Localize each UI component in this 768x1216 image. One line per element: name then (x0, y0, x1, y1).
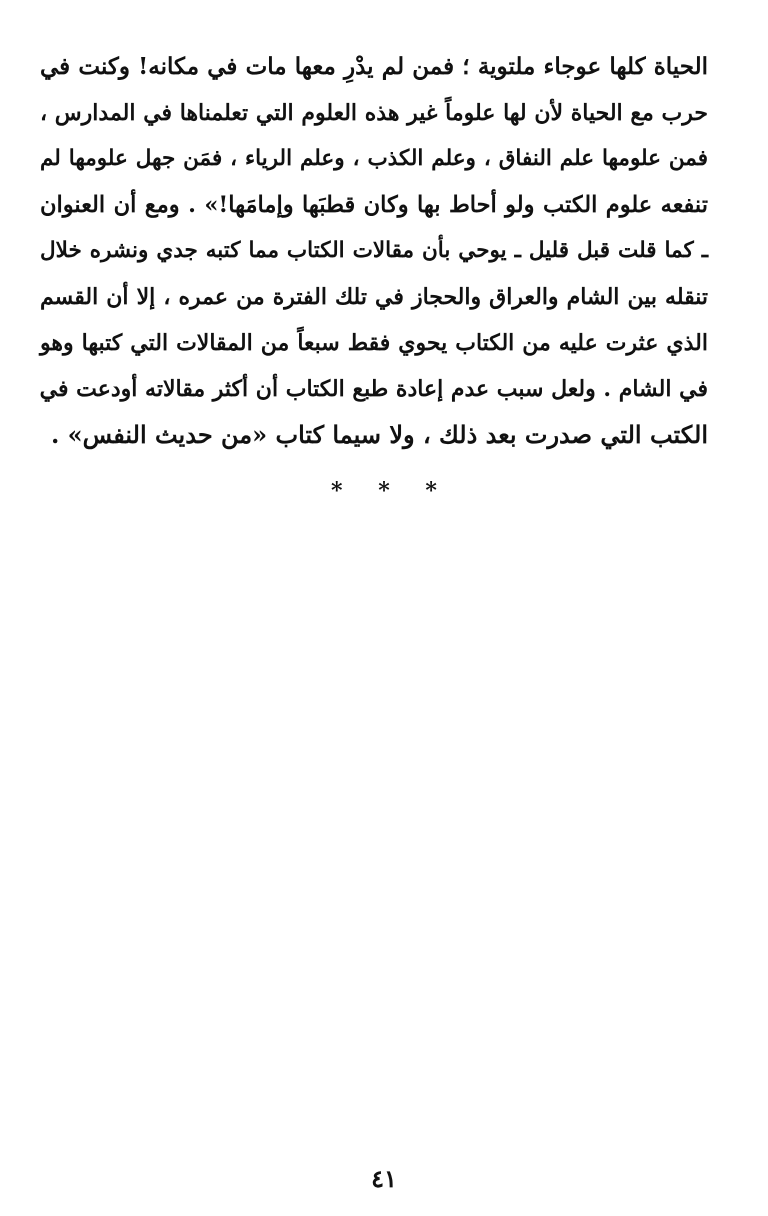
text-line: تنفعه علوم الكتب ولو أحاط بها وكان قطبَها وإمامَها!» . ومع أن العنوان (40, 192, 708, 218)
text-line: فمن علومها علم النفاق ، وعلم الكذب ، وعلم الرياء ، فمَن جهل علومها لم (40, 146, 708, 171)
separator-star: * (425, 478, 437, 504)
text-line: ـ كما قلت قبل قليل ـ يوحي بأن مقالات الكتاب مما كتبه جدي ونشره خلال (40, 238, 708, 263)
text-line: تنقله بين الشام والعراق والحجاز في تلك الفترة من عمره ، إلا أن القسم (40, 284, 708, 310)
page-number: ٤١ (371, 1164, 397, 1193)
separator-star: * (378, 478, 390, 504)
text-line: في الشام . ولعل سبب عدم إعادة طبع الكتاب أن أكثر مقالاته أودعت في (39, 376, 708, 402)
text-line: الذي عثرت عليه من الكتاب يحوي فقط سبعاً من المقالات التي كتبها وهو (40, 330, 708, 356)
body-text (40, 44, 708, 458)
text-line: حرب مع الحياة لأن لها علوماً غير هذه العلوم التي تعلمناها في المدارس ، (40, 100, 708, 126)
section-separator (0, 478, 768, 504)
text-line: الكتب التي صدرت بعد ذلك ، ولا سيما كتاب «من حديث النفس» . (50, 420, 708, 449)
text-line: الحياة كلها عوجاء ملتوية ؛ فمن لم يدْرِ معها مات في مكانه! وكنت في (40, 53, 708, 80)
separator-star: * (331, 478, 343, 504)
